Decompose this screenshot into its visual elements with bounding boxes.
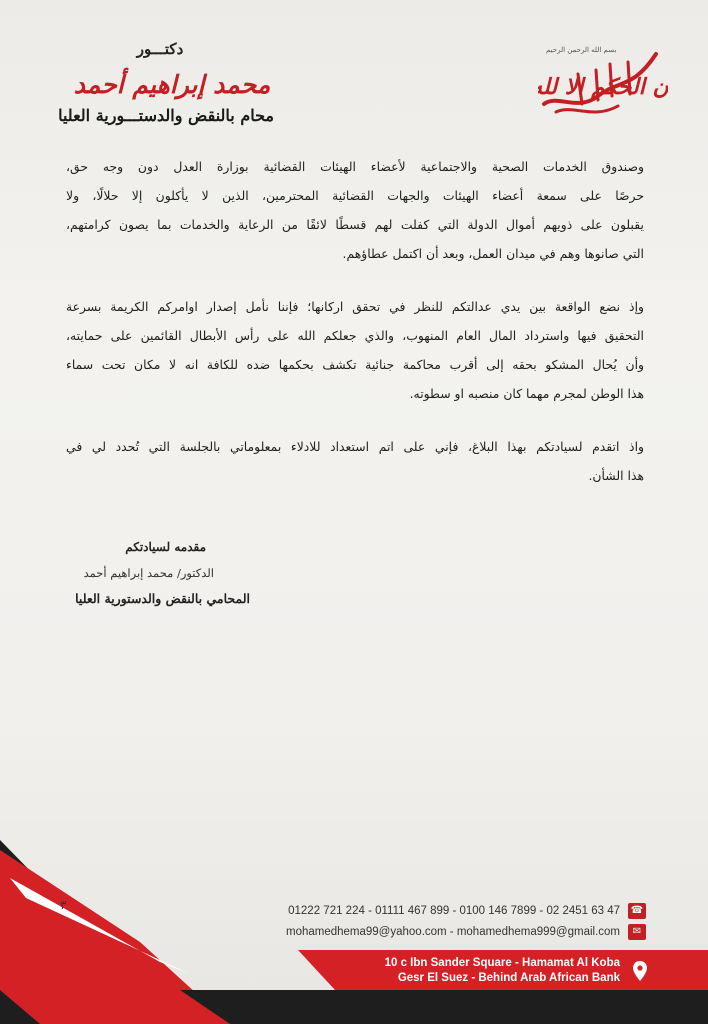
header-subtitle: محام بالنقض والدستـــورية العليا bbox=[58, 106, 274, 125]
body-line: وإذ نضع الواقعة بين يدي عدالتكم للنظر في تحقق اركانها؛ فإننا نأمل إصدار اوامركم الكريمة بسرعة bbox=[66, 299, 644, 314]
calligraphy-logo bbox=[538, 34, 668, 122]
body-line: وصندوق الخدمات الصحية والاجتماعية لأعضاء الهيئات القضائية بوزارة العدل دون وجه حق، bbox=[66, 159, 644, 174]
body-line: حرصًا على سمعة أعضاء الهيئات والجهات القضائية المحترمين، الذين لا يأكلون إلا حلالًا، ولا bbox=[66, 188, 644, 203]
letter-body bbox=[66, 152, 644, 514]
body-line: هذا الشأن. bbox=[588, 468, 644, 483]
paragraph-2 bbox=[66, 292, 644, 408]
logo-text: ان الحكم الا لله bbox=[538, 74, 668, 100]
body-line: هذا الوطن لمجرم مهما كان منصبه او سطوته. bbox=[409, 386, 644, 401]
header-title: دكتـــور bbox=[136, 40, 184, 58]
mail-icon: ✉ bbox=[628, 924, 646, 940]
calligraphy-logo-image bbox=[538, 34, 668, 122]
signature-block bbox=[60, 540, 250, 606]
location-pin-icon bbox=[632, 960, 648, 982]
signature-presented: مقدمه لسيادتكم bbox=[125, 540, 206, 554]
body-line: وأن يُحال المشكو بحقه إلى أقرب محاكمة جنائية تكشف بحكمها ضده للكافة انه لا مكان تحت سماء bbox=[66, 357, 644, 372]
paragraph-1 bbox=[66, 152, 644, 268]
address-line-2: Gesr El Suez - Behind Arab African Bank bbox=[397, 972, 620, 984]
page-number: ٣ bbox=[60, 898, 67, 912]
signature-name: الدكتور/ محمد إبراهيم أحمد bbox=[83, 566, 214, 580]
email-addresses: mohamedhema99@yahoo.com - mohamedhema999@gmail.com bbox=[285, 926, 620, 938]
body-line: يقبلون على ذويهم أموال الدولة التي كفلت لهم قسطًا لائقًا من الرعاية والخدمات بما يصون كرامتهم، bbox=[66, 217, 644, 232]
address-line-1: 10 c Ibn Sander Square - Hamamat Al Koba bbox=[384, 957, 620, 969]
header-name: محمد إبراهيم أحمد bbox=[73, 70, 271, 99]
body-line: التي صانوها وهم في ميدان العمل، وبعد أن اكتمل عطاؤهم. bbox=[342, 246, 644, 261]
phone-numbers: 01222 721 224 - 01111 467 899 - 0100 146 7899 - 02 2451 63 47 bbox=[288, 905, 620, 917]
footer-dark-band bbox=[180, 990, 708, 1024]
address bbox=[385, 956, 620, 986]
paragraph-3 bbox=[66, 432, 644, 490]
phone-icon: ☎ bbox=[628, 903, 646, 919]
signature-title: المحامي بالنقض والدستورية العليا bbox=[75, 591, 250, 606]
body-line: التحقيق فيها واسترداد المال العام المنهوب، والذي جعلكم الله على رأس الأبطال القائمين على حمايته، bbox=[66, 328, 644, 343]
body-line: واذ اتقدم لسيادتكم بهذا البلاغ، فإني على اتم استعداد للادلاء بمعلوماتي بالجلسة التي تُحدد لي في bbox=[66, 439, 644, 454]
logo-small-text: بسم الله الرحمن الرحيم bbox=[546, 46, 617, 54]
